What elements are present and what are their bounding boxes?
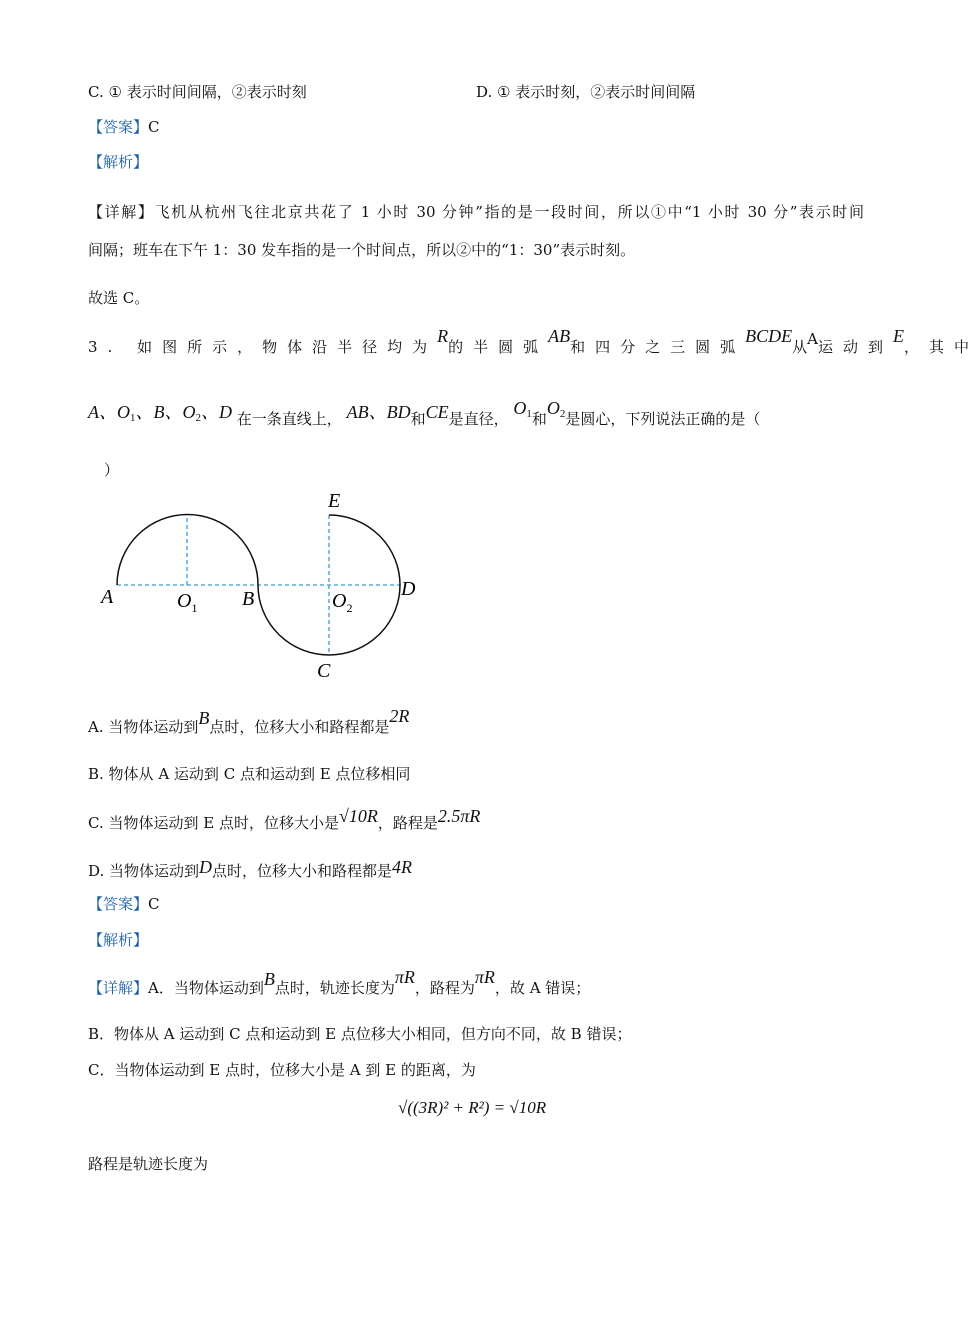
stem-text: 是直径，	[448, 410, 509, 428]
stem-text: 和四分之三圆弧	[570, 338, 746, 356]
label-B: B	[242, 588, 255, 610]
math-points: A、$O_1$、B、$O_2$、D	[88, 402, 232, 424]
stem-text: 运动到	[817, 338, 893, 356]
answer-line-q3	[88, 894, 160, 914]
detail-a: 【详解】A．当物体运动到B点时，轨迹长度为πR，路程为πR，故 A 错误；	[88, 967, 591, 997]
label-C: C	[317, 660, 331, 682]
answer-value: C	[148, 118, 160, 136]
stem-close-paren: ）	[104, 461, 120, 479]
answer-tag: 【答案】	[88, 118, 149, 136]
answer-line-q2	[88, 117, 160, 137]
analysis-tag: 【解析】	[88, 153, 149, 171]
math-BCDE: BCDE	[745, 326, 793, 346]
detail-line-1	[88, 202, 864, 222]
option-a: A. 当物体运动到B点时，位移大小和路程都是2R	[88, 706, 410, 736]
math-E: E	[893, 326, 904, 346]
analysis-tag-q3: 【解析】	[88, 931, 149, 949]
answer-value: C	[148, 895, 160, 913]
stem-text: 从	[792, 338, 808, 356]
option-c: C. 当物体运动到 E 点时，位移大小是√10R，路程是2.5πR	[88, 806, 481, 832]
math-CE: CE	[425, 402, 449, 422]
label-A: A	[101, 586, 114, 608]
math-R: R	[437, 326, 449, 346]
option-d: D. 当物体运动到D点时，位移大小和路程都是4R	[88, 857, 413, 880]
label-D: D	[401, 578, 416, 600]
stem-text: 3. 如图所示，物体沿半径均为	[88, 338, 438, 356]
math-O1: $O_1$	[513, 398, 532, 420]
path-length-text: 路程是轨迹长度为	[88, 1155, 209, 1173]
math-O2: $O_2$	[546, 398, 566, 420]
option-b: B. 物体从 A 运动到 C 点和运动到 E 点位移相同	[88, 765, 411, 783]
stem-text: 和	[410, 410, 426, 428]
formula: √((3R)² + R²) = √10R	[398, 1098, 547, 1117]
label-E: E	[328, 490, 341, 512]
detail-c: C．当物体运动到 E 点时，位移大小是 A 到 E 的距离，为	[88, 1061, 476, 1079]
stem-text: 在一条直线上，	[236, 410, 342, 428]
math-diameters: AB、BD	[346, 402, 411, 422]
conclusion: 故选 C。	[88, 289, 150, 307]
stem-text: 的半圆弧	[448, 338, 549, 356]
answer-tag: 【答案】	[88, 895, 149, 913]
detail-text: 飞机从杭州飞往北京共花了 1 小时 30 分钟”指的是一段时间，所以①中“1 小时 30 分”表示时间	[154, 203, 864, 221]
option-d-q2: D. ① 表示时刻，②表示时间间隔	[476, 83, 696, 101]
math-A: A	[807, 330, 818, 348]
math-AB: AB	[548, 326, 571, 346]
question-3-stem-line1	[88, 326, 979, 357]
stem-text: 是圆心，下列说法正确的是（	[565, 410, 761, 428]
arc-figure	[95, 485, 435, 685]
question-3-stem-line2	[88, 398, 761, 434]
detail-tag: 【详解】	[88, 203, 155, 221]
stem-text: ，其中	[904, 338, 979, 356]
stem-text: 和	[531, 410, 547, 428]
label-O1: $O_1$	[177, 590, 198, 615]
label-O2: $O_2$	[332, 590, 353, 615]
detail-b: B．物体从 A 运动到 C 点和运动到 E 点位移大小相同，但方向不同，故 B 错误；	[88, 1025, 632, 1043]
detail-line-2: 间隔；班车在下午 1：30 发车指的是一个时间点，所以②中的“1：30”表示时刻。	[88, 241, 636, 259]
option-c-q2: C. ① 表示时间间隔，②表示时刻	[88, 83, 307, 101]
